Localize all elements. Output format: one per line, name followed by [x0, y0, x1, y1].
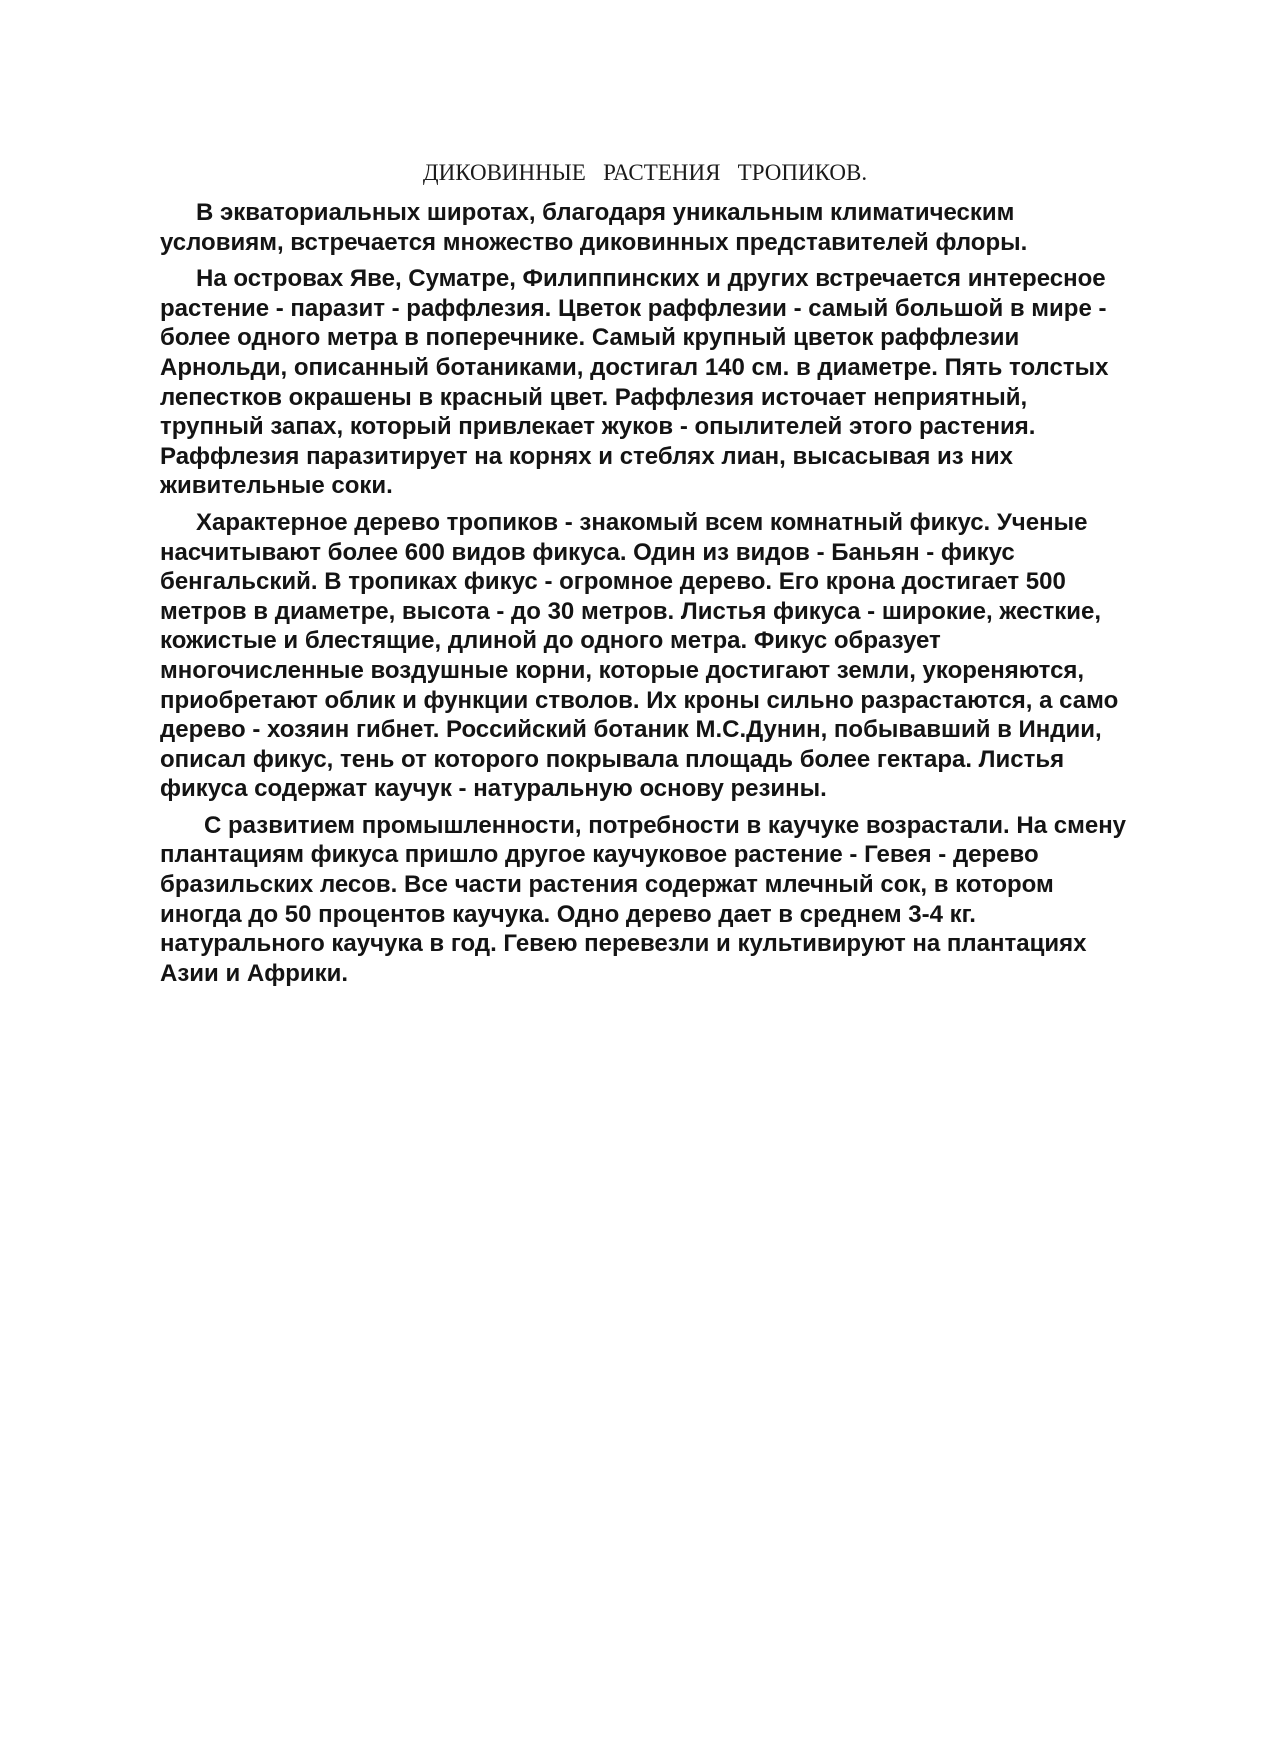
paragraph-rafflesia: На островах Яве, Суматре, Филиппинских и других встречается интересное растение - паразит - раффлезия. Цветок раффлезии - самый большой в мире - более одного метра в поперечнике. Самый крупный цветок раффлезии Арнольди, описанный ботаниками, достигал 140 см. в диаметре. Пять толстых лепестков окрашены в красный цвет. Раффлезия источает неприятный, трупный запах, который привлекает жуков - опылителей этого растения. Раффлезия паразитирует на корнях и стеблях лиан, высасывая из них живительные соки.: [160, 265, 1109, 500]
paragraph-ficus: Характерное дерево тропиков - знакомый всем комнатный фикус. Ученые насчитывают более 600 видов фикуса. Один из видов - Баньян - фикус бенгальский. В тропиках фикус - огромное дерево. Его крона достигает 500 метров в диаметре, высота - до 30 метров. Листья фикуса - широкие, жесткие, кожистые и блестящие, длиной до одного метра. Фикус образует многочисленные воздушные корни, которые достигают земли, укореняются, приобретают облик и функции стволов. Их кроны сильно разрастаются, а само дерево - хозяин гибнет. Российский ботаник М.С.Дунин, побывавший в Индии, описал фикус, тень от которого покрывала площадь более гектара. Листья фикуса содержат каучук - натуральную основу резины.: [160, 508, 1119, 803]
paragraph-equatorial-flora: В экваториальных широтах, благодаря уникальным климатическим условиям, встречается множество диковинных представителей флоры.: [160, 199, 1028, 256]
document-title: ДИКОВИННЫЕ РАСТЕНИЯ ТРОПИКОВ.: [422, 160, 868, 185]
paragraph-hevea: С развитием промышленности, потребности в каучуке возрастали. На смену плантациям фикуса пришло другое каучуковое растение - Гевея - дерево бразильских лесов. Все части растения содержат млечный сок, в котором иногда до 50 процентов каучука. Одно дерево дает в среднем 3-4 кг. натурального каучука в год. Гевею перевезли и культивируют на плантациях Азии и Африки.: [160, 811, 1127, 987]
document-body: [160, 198, 1132, 995]
